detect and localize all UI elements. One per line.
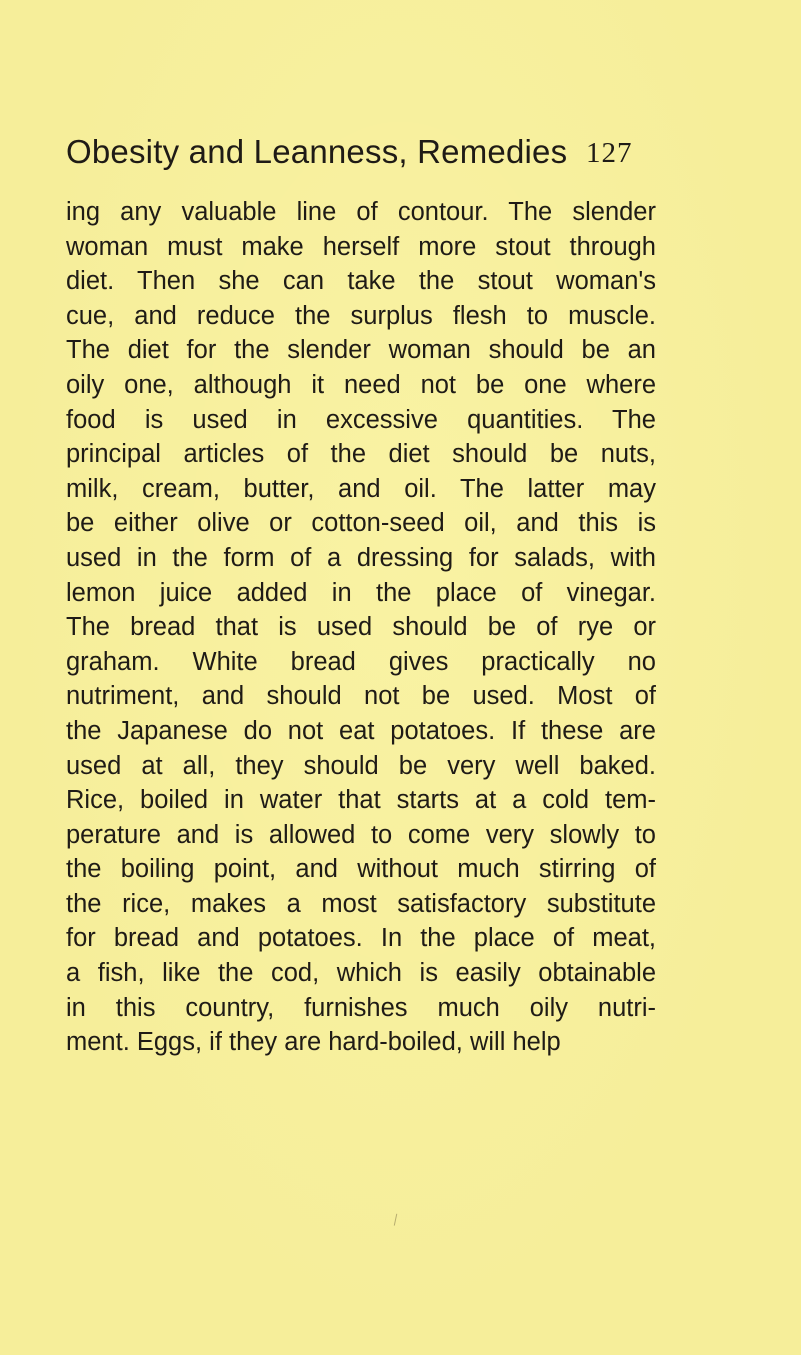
text-line: perature and is allowed to come very slowly to xyxy=(66,820,656,849)
text-line: the Japanese do not eat potatoes. If these are xyxy=(66,716,656,745)
text-line: the boiling point, and without much stirring of xyxy=(66,855,656,884)
text-line: food is used in excessive quantities. The xyxy=(66,405,656,434)
page-number: 127 xyxy=(586,137,633,169)
text-line: nutriment, and should not be used. Most of xyxy=(66,682,656,711)
text-line: a fish, like the cod, which is easily obtainable xyxy=(66,959,656,988)
text-line: cue, and reduce the surplus flesh to muscle. xyxy=(66,301,656,330)
text-line: The bread that is used should be of rye or xyxy=(66,613,656,642)
text-line: in this country, furnishes much oily nutri- xyxy=(66,993,656,1022)
running-title: Obesity and Leanness, Remedies xyxy=(66,133,568,170)
text-line: woman must make herself more stout through xyxy=(66,232,656,261)
text-line: oily one, although it need not be one where xyxy=(66,370,656,399)
text-line: the rice, makes a most satisfactory substitute xyxy=(66,889,656,918)
text-line: lemon juice added in the place of vinegar. xyxy=(66,578,656,607)
text-line: used in the form of a dressing for salads, with xyxy=(66,543,656,572)
body-text xyxy=(66,195,656,1060)
text-line: used at all, they should be very well baked. xyxy=(66,751,656,780)
pencil-mark xyxy=(394,1214,400,1227)
text-line: ment. Eggs, if they are hard-boiled, will help xyxy=(66,1028,561,1057)
text-line: graham. White bread gives practically no xyxy=(66,647,656,676)
text-line: Rice, boiled in water that starts at a cold tem- xyxy=(66,786,656,815)
running-header xyxy=(66,133,666,183)
text-line: diet. Then she can take the stout woman's xyxy=(66,267,656,296)
text-line: principal articles of the diet should be nuts, xyxy=(66,440,656,469)
text-line: be either olive or cotton-seed oil, and this is xyxy=(66,509,656,538)
text-line: for bread and potatoes. In the place of meat, xyxy=(66,924,656,953)
text-line: ing any valuable line of contour. The slender xyxy=(66,198,656,226)
text-line: The diet for the slender woman should be an xyxy=(66,336,656,365)
text-line: milk, cream, butter, and oil. The latter may xyxy=(66,474,656,503)
